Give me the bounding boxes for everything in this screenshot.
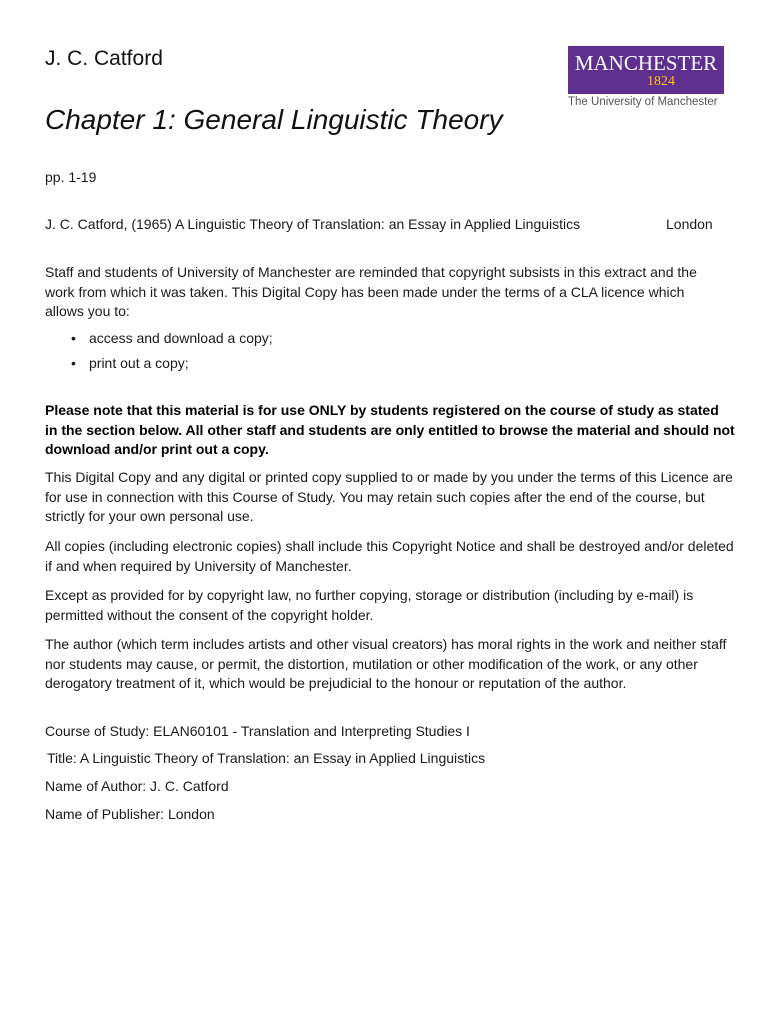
citation-text: J. C. Catford, (1965) A Linguistic Theory of Translation: an Essay in Applied Linguistics [45, 216, 581, 232]
permissions-list [45, 329, 273, 379]
bullet-icon: • [71, 355, 76, 371]
paragraph-copies: All copies (including electronic copies) shall include this Copyright Notice and shall be destroyed and/or deleted if and when required by University of Manchester. [45, 538, 734, 574]
logo-subtitle: The University of Manchester [568, 96, 718, 108]
list-item [45, 329, 273, 354]
chapter-title: Chapter 1: General Linguistic Theory [45, 104, 503, 135]
logo-year: 1824 [647, 74, 675, 89]
citation [45, 215, 735, 235]
publisher: Name of Publisher: London [45, 806, 215, 822]
paragraph-licence-use: This Digital Copy and any digital or printed copy supplied to or made by you under the terms of this Licence are for use in connection with this Course of Study. You may retain such copies after the end of the course, but strictly for your own personal use. [45, 469, 733, 524]
copyright-notice: Staff and students of University of Manchester are reminded that copyright subsists in this extract and the work from which it was taken. This Digital Copy has been made under the terms of a CLA licence which allows you to: [45, 264, 697, 319]
paragraph-copying: Except as provided for by copyright law, no further copying, storage or distribution (including by e-mail) is permitted without the consent of the copyright holder. [45, 587, 694, 623]
list-item [45, 354, 273, 379]
usage-warning: Please note that this material is for use ONLY by students registered on the course of study as stated in the section below. All other staff and students are only entitled to browse the material and should not download and/or print out a copy. [45, 402, 735, 457]
list-item-text: print out a copy; [89, 355, 189, 371]
logo-box [568, 46, 724, 94]
author-name: J. C. Catford [45, 47, 163, 70]
paragraph-moral-rights: The author (which term includes artists and other visual creators) has moral rights in the work and neither staff nor students may cause, or permit, the distortion, mutilation or other modification of the work, or any other derogatory treatment of it, which would be prejudicial to the honour or reputation of the author. [45, 636, 727, 691]
university-logo [568, 46, 724, 109]
course-of-study: Course of Study: ELAN60101 - Translation and Interpreting Studies I [45, 723, 470, 739]
author-of-work: Name of Author: J. C. Catford [45, 778, 229, 794]
list-item-text: access and download a copy; [89, 330, 273, 346]
bullet-icon: • [71, 330, 76, 346]
work-title: Title: A Linguistic Theory of Translation: an Essay in Applied Linguistics [47, 750, 486, 766]
citation-place: London [666, 216, 713, 232]
logo-name: MANCHESTER [574, 51, 718, 75]
page-range: pp. 1-19 [45, 169, 97, 185]
